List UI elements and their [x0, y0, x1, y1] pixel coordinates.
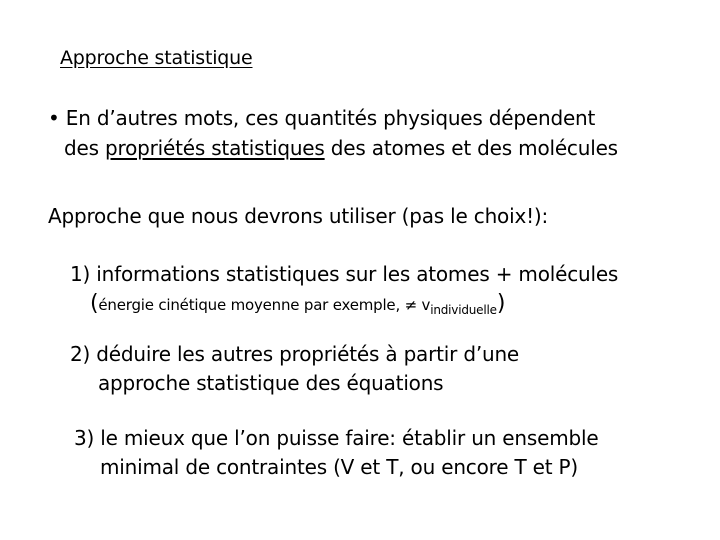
item-2-line-2: approche statistique des équations	[98, 371, 444, 395]
item-1-close-paren: )	[496, 291, 506, 316]
bullet-marker: •	[48, 106, 60, 130]
slide-title: Approche statistique	[60, 47, 253, 69]
bullet-line-1	[48, 106, 595, 130]
bullet-text-1: En d’autres mots, ces quantités physiques dépendent	[65, 106, 596, 130]
item-1-line-1: 1) informations statistiques sur les atomes + molécules	[70, 262, 619, 286]
item-2-line-1: 2) déduire les autres propriétés à partir d’une	[70, 342, 520, 366]
item-1-open-paren: (	[90, 291, 99, 316]
item-1-subscript: individuelle	[430, 303, 497, 317]
bullet-text-2-suffix: des atomes et des molécules	[324, 136, 618, 160]
item-3-line-2: minimal de contraintes (V et T, ou encore T et P)	[100, 455, 579, 479]
bullet-text-2-underlined: propriétés statistiques	[104, 136, 325, 160]
item-3-line-1: 3) le mieux que l’on puisse faire: établir un ensemble	[74, 426, 599, 450]
approach-heading: Approche que nous devrons utiliser (pas le choix!):	[48, 204, 549, 228]
bullet-line-2	[64, 136, 618, 160]
item-1-line-2	[90, 291, 505, 322]
item-1-note-text: énergie cinétique moyenne par exemple, ≠ v	[98, 296, 431, 314]
bullet-text-2-prefix: des	[64, 136, 105, 160]
